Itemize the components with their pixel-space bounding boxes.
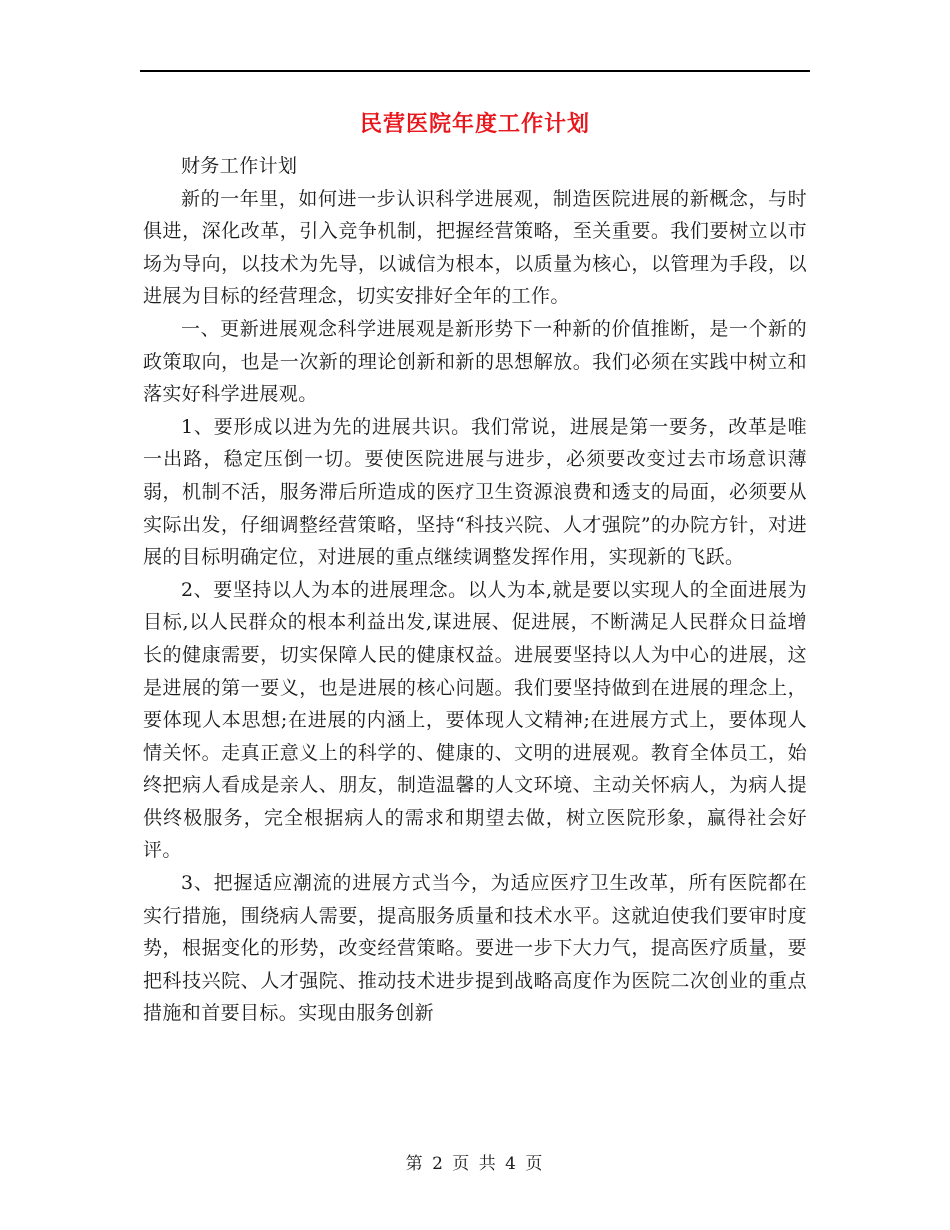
page-number-footer: 第 2 页 共 4 页 [405, 1154, 545, 1174]
paragraph-item-1: 1、要形成以进为先的进展共识。我们常说，进展是第一要务，改革是唯一出路，稳定压倒一切。要使医院进展与进步，必须要改变过去市场意识薄弱，机制不活，服务滞后所造成的医疗卫生资源浪费和透支的局面，必须要从实际出发，仔细调整经营策略，坚持“科技兴院、人才强院”的办院方针，对进展的目标明确定位，对进展的重点继续调整发挥作用，实现新的飞跃。 [143, 415, 807, 569]
paragraph-heading-finance: 财务工作计划 [181, 155, 298, 177]
document-title: 民营医院年度工作计划 [359, 112, 590, 137]
paragraph-item-2: 2、要坚持以人为本的进展理念。以人为本,就是要以实现人的全面进展为目标,以人民群众的根本利益出发,谋进展、促进展，不断满足人民群众日益增长的健康需要，切实保障人民的健康权益。进展要坚持以人为中心的进展，这是进展的第一要义，也是进展的核心问题。我们要坚持做到在进展的理念上，要体现人本思想;在进展的内涵上，要体现人文精神;在进展方式上，要体现人情关怀。走真正意义上的科学的、健康的、文明的进展观。教育全体员工，始终把病人看成是亲人、朋友，制造温馨的人文环境、主动关怀病人，为病人提供终极服务，完全根据病人的需求和期望去做，树立医院形象，赢得社会好评。 [143, 578, 807, 862]
paragraph-intro: 新的一年里，如何进一步认识科学进展观，制造医院进展的新概念，与时俱进，深化改革，引入竞争机制，把握经营策略，至关重要。我们要树立以市场为导向，以技术为先导，以诚信为根本，以质量为核心，以管理为手段，以进展为目标的经营理念，切实安排好全年的工作。 [143, 187, 807, 308]
paragraph-section-1: 一、更新进展观念科学进展观是新形势下一种新的价值推断，是一个新的政策取向，也是一次新的理论创新和新的思想解放。我们必须在实践中树立和落实好科学进展观。 [143, 317, 807, 406]
document-body [143, 150, 807, 1030]
header-rule [140, 70, 810, 72]
paragraph-item-3: 3、把握适应潮流的进展方式当今，为适应医疗卫生改革，所有医院都在实行措施，围绕病人需要，提高服务质量和技术水平。这就迫使我们要审时度势，根据变化的形势，改变经营策略。要进一步下大力气，提高医疗质量，要把科技兴院、人才强院、推动技术进步提到战略高度作为医院二次创业的重点措施和首要目标。实现由服务创新 [143, 872, 807, 1025]
